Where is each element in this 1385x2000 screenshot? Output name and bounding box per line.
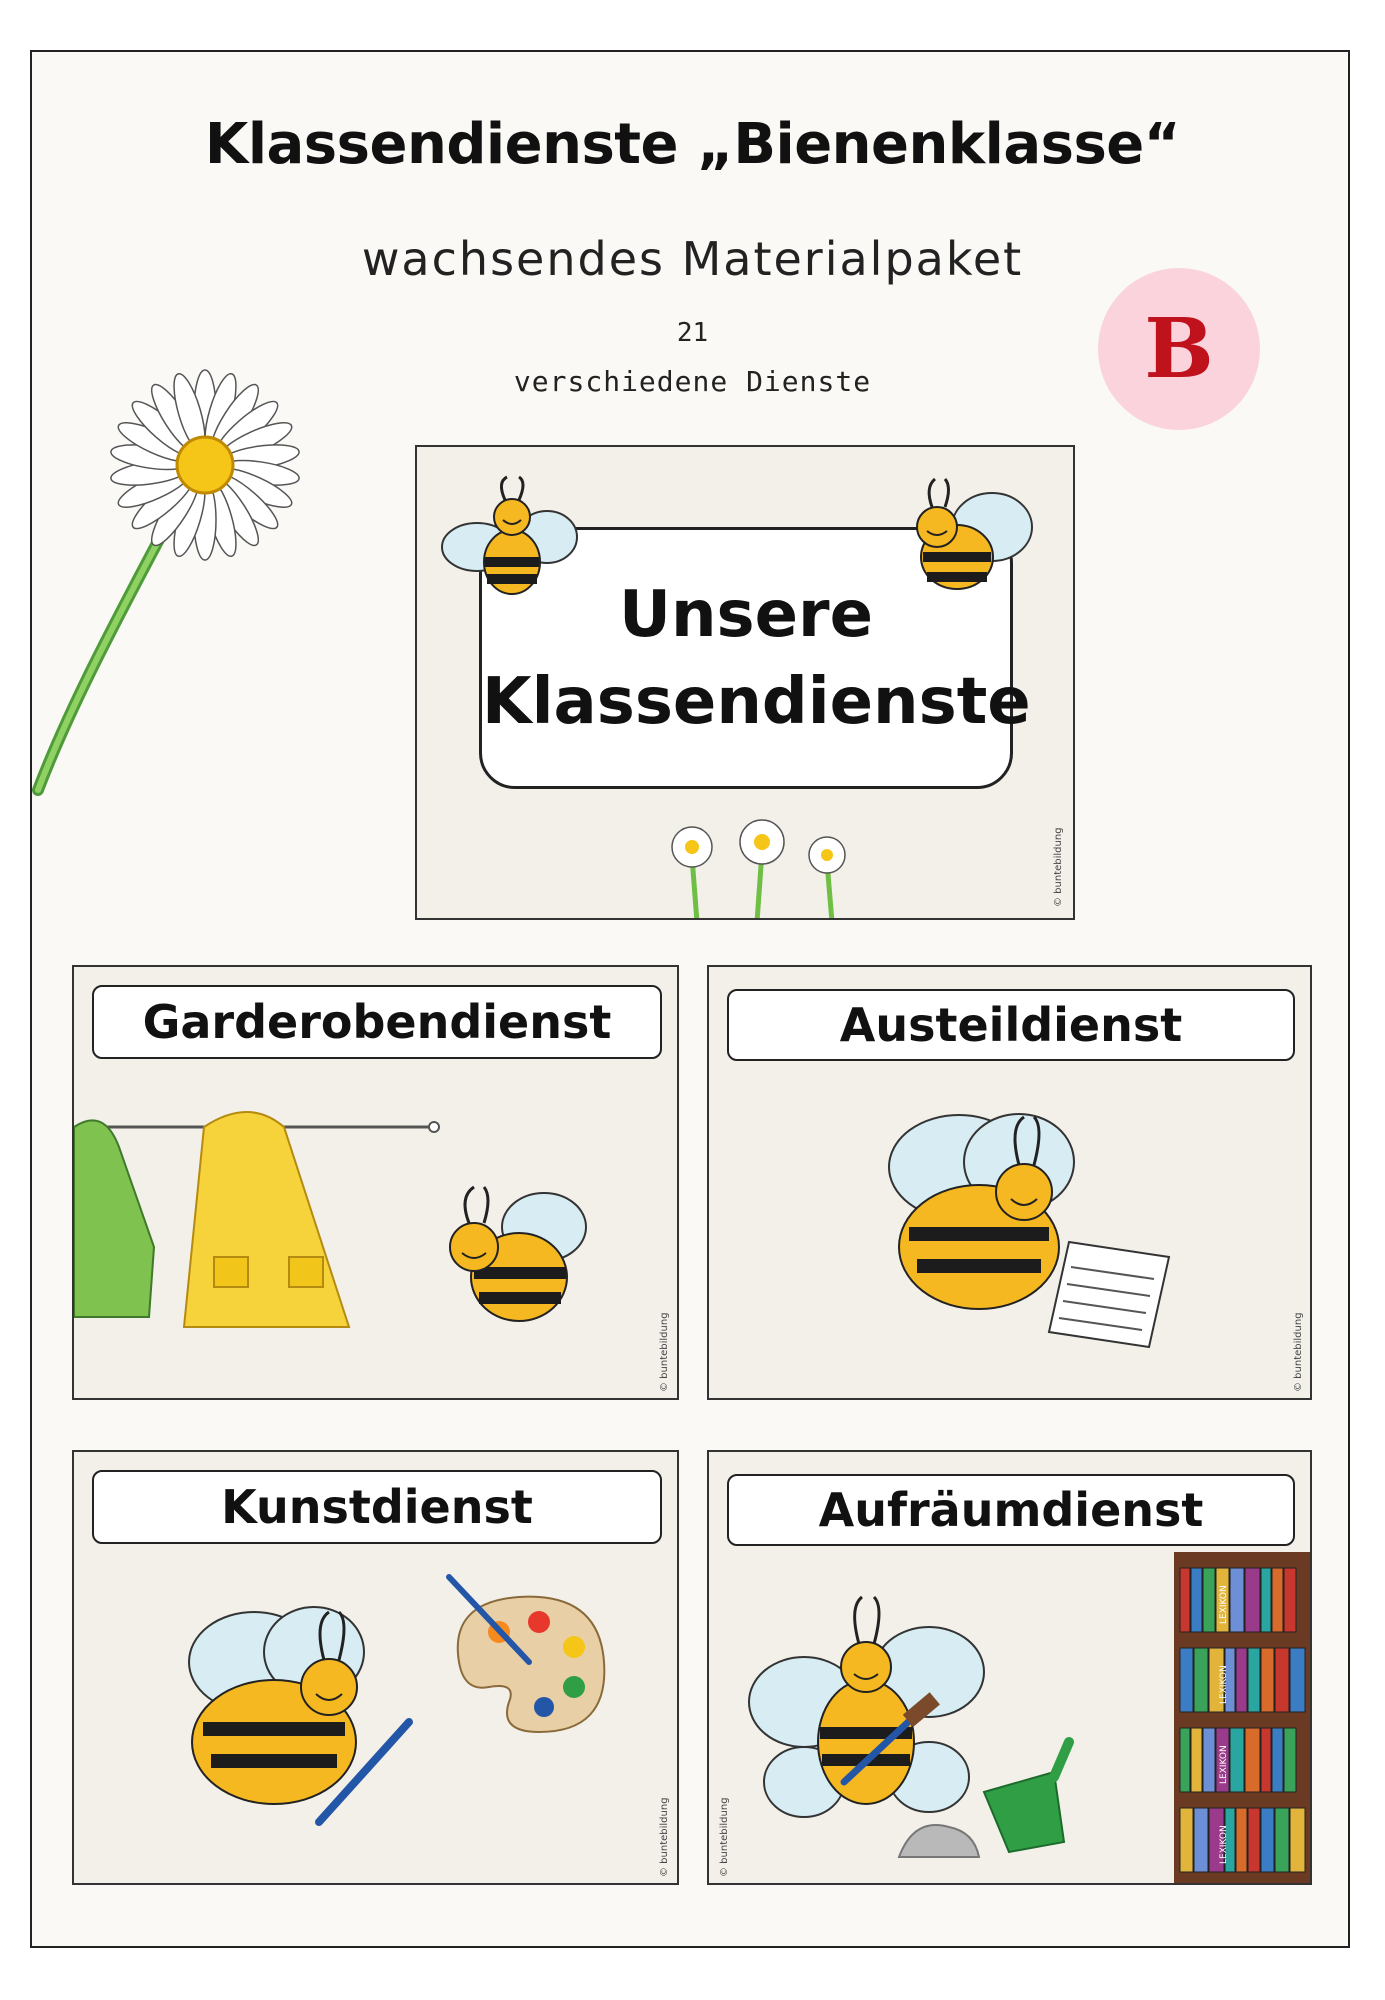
card-label: Kunstdienst <box>221 1480 533 1534</box>
book-spine-text: LEXIKON <box>1219 1745 1229 1784</box>
copyright-text: © buntebildung <box>1053 827 1064 907</box>
copyright-text: © buntebildung <box>719 1797 730 1877</box>
palette-icon <box>439 1572 619 1752</box>
book-spine-text: LEXIKON <box>1219 1585 1229 1624</box>
card-label-box <box>92 1470 662 1544</box>
card-austeildienst <box>707 965 1312 1400</box>
card-garderobendienst <box>72 965 679 1400</box>
bee-icon <box>897 467 1047 597</box>
variant-badge: B <box>1098 268 1260 430</box>
bee-icon <box>437 472 577 602</box>
copyright-text: © buntebildung <box>1293 1312 1304 1392</box>
book-spine-text: LEXIKON <box>1219 1665 1229 1704</box>
bee-icon <box>434 1167 604 1347</box>
cover-title-line1: Unsere <box>619 578 873 652</box>
daisy-icon <box>657 817 857 920</box>
service-count-label: verschiedene Dienste <box>513 365 872 398</box>
bookshelf-icon <box>1174 1552 1312 1885</box>
card-aufraeumdienst <box>707 1450 1312 1885</box>
cover-card <box>415 445 1075 920</box>
paper-icon <box>1049 1232 1179 1352</box>
card-label-box <box>727 1474 1295 1546</box>
copyright-text: © buntebildung <box>659 1312 670 1392</box>
card-label: Austeildienst <box>839 998 1183 1052</box>
page-subtitle: wachsendes Materialpaket <box>361 232 1024 286</box>
card-kunstdienst <box>72 1450 679 1885</box>
card-label: Aufräumdienst <box>818 1483 1204 1537</box>
copyright-text: © buntebildung <box>659 1797 670 1877</box>
service-count: 21 <box>676 318 709 348</box>
book-spine-text: LEXIKON <box>1219 1825 1229 1864</box>
bee-icon <box>169 1572 429 1832</box>
page-title: Klassendienste „Bienenklasse“ <box>204 112 1181 177</box>
card-label: Garderobendienst <box>142 995 612 1049</box>
card-label-box <box>92 985 662 1059</box>
card-label-box <box>727 989 1295 1061</box>
dustpan-icon <box>894 1732 1074 1862</box>
cover-title-line2: Klassendienste <box>482 665 1031 739</box>
